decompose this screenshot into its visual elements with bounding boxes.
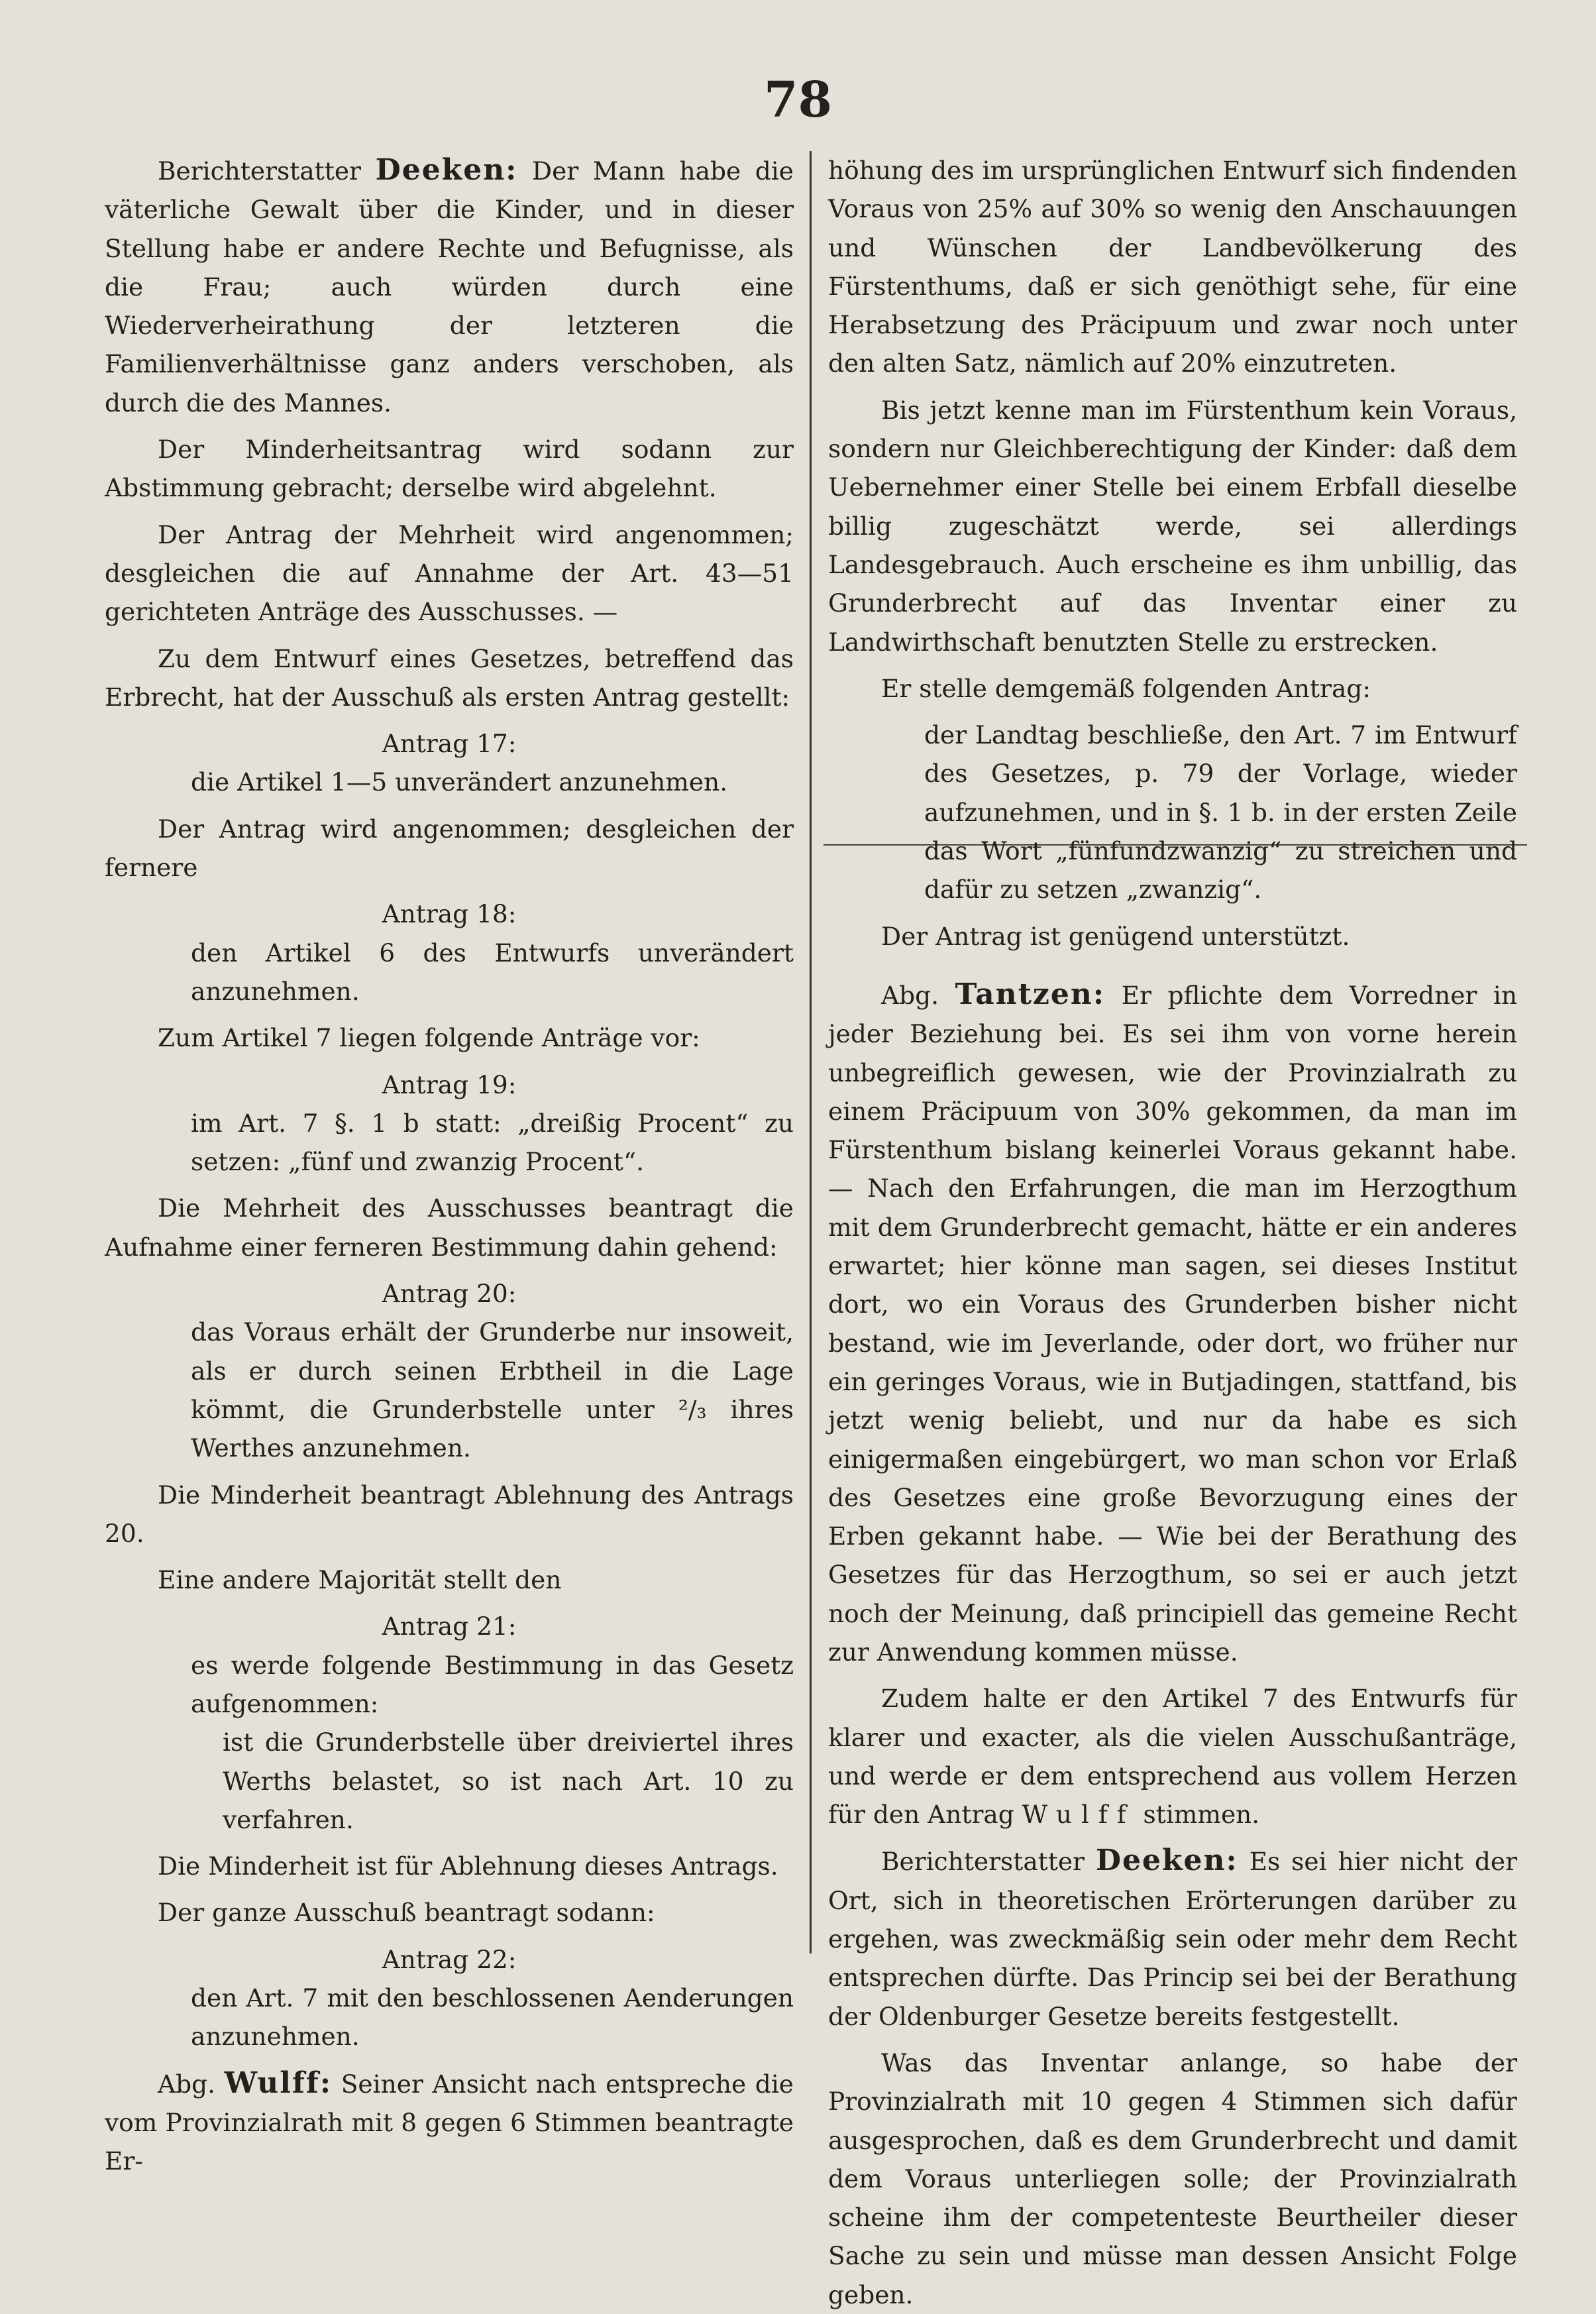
speaker-name: Deeken:: [1095, 1844, 1238, 1878]
paragraph: Der Antrag wird angenommen; desgleichen der fernere: [105, 814, 794, 883]
paragraph: Der ganze Ausschuß beantragt sodann:: [158, 1898, 655, 1928]
paragraph: Die Minderheit ist für Ablehnung dieses Antrags.: [158, 1851, 778, 1881]
motion-text: die Artikel 1—5 unverändert anzunehmen.: [191, 767, 728, 797]
motion-text: im Art. 7 §. 1 b statt: „dreißig Procent“ zu setzen: „fünf und zwanzig Procent“.: [191, 1108, 794, 1177]
paragraph: Abg. Tantzen: Er pflichte dem Vorredner in jeder Beziehung bei. Es sei ihm von vorne herein unbegreiflich gewesen, wie der Provinzialrath zu einem Präcipuum von 30% gekommen, da man im Fürstenthum bislang keinerlei Voraus gekannt habe. — Nach den Erfahrungen, die man im Herzogthum mit dem Grunderbrecht gemacht, hätte er ein anderes erwartet; hier könne man sagen, sei dieses Institut dort, wo ein Voraus des Grunderben bisher nicht bestand, wie im Jeverlande, oder dort, wo früher nur ein geringes Voraus, wie in Butjadingen, stattfand, bis jetzt wenig beliebt, und nur da habe es sich einigermaßen eingebürgert, wo man schon vor Erlaß des Gesetzes eine große Bevorzugung eines der Erben gekannt habe. — Wie bei der Berathung des Gesetzes für das Herzogthum, so sei er auch jetzt noch der Meinung, daß principiell das gemeine Recht zur Anwendung kommen müsse.: [828, 977, 1518, 1667]
paragraph: Der Antrag der Mehrheit wird angenommen; desgleichen die auf Annahme der Art. 43—51 gerichteten Anträge des Ausschusses. —: [105, 520, 794, 627]
paragraph: Er stelle demgemäß folgenden Antrag:: [881, 673, 1371, 703]
motion-text: es werde folgende Bestimmung in das Gesetz aufgenommen:: [191, 1650, 794, 1718]
left-column: [105, 151, 794, 2181]
speaker-name: Wulff:: [224, 2066, 333, 2100]
motion-subtext: ist die Grunderbstelle über dreiviertel ihres Werths belastet, so ist nach Art. 10 zu verfahren.: [223, 1728, 794, 1834]
paragraph: Bis jetzt kenne man im Fürstenthum kein Voraus, sondern nur Gleichberechtigung der Kinder: daß dem Uebernehmer einer Stelle bei einem Erbfall dieselbe billig zugeschätzt werde, sei allerdings Landesgebrauch. Auch erscheine es ihm unbillig, das Grunderbrecht auf das Inventar einer zu Landwirthschaft benutzten Stelle zu erstrecken.: [828, 395, 1517, 657]
speaker-name: Deeken:: [375, 153, 518, 187]
motion-heading: Antrag 20:: [382, 1279, 517, 1309]
paragraph: Der Antrag ist genügend unterstützt.: [881, 921, 1350, 951]
paragraph: Eine andere Majorität stellt den: [158, 1565, 562, 1595]
paragraph: Zu dem Entwurf eines Gesetzes, betreffend das Erbrecht, hat der Ausschuß als ersten Antrag gestellt:: [105, 643, 794, 712]
motion-heading: Antrag 19:: [382, 1070, 517, 1099]
paragraph: Zudem halte er den Artikel 7 des Entwurfs für klarer und exacter, als die vielen Ausschußanträge, und werde er dem entsprechend aus vollem Herzen für den Antrag Wulff stimmen.: [828, 1684, 1517, 1830]
motion-heading: Antrag 18:: [382, 899, 517, 929]
motion-text: der Landtag beschließe, den Art. 7 im Entwurf des Gesetzes, p. 79 der Vorlage, wieder aufzunehmen, und in §. 1 b. in der ersten Zeile das Wort „fünfundzwanzig“ zu streichen und dafür zu setzen „zwanzig“.: [924, 720, 1517, 905]
spaced-name: Wulff: [1022, 1800, 1136, 1830]
motion-heading: Antrag 21:: [382, 1612, 517, 1641]
paragraph: Berichterstatter Deeken: Der Mann habe die väterliche Gewalt über die Kinder, und in dieser Stellung habe er andere Rechte und Befugnisse, als die Frau; auch würden durch eine Wiederverheirathung der letzteren die Familienverhältnisse ganz anders verschoben, als durch die des Mannes.: [105, 153, 794, 417]
motion-text: das Voraus erhält der Grunderbe nur insoweit, als er durch seinen Erbtheil in die Lage kömmt, die Grunderbstelle unter ²/₃ ihres Werthes anzunehmen.: [191, 1317, 794, 1463]
paragraph: höhung des im ursprünglichen Entwurf sich findenden Voraus von 25% auf 30% so wenig den Anschauungen und Wünschen der Landbevölkerung des Fürstenthums, daß er sich genöthigt sehe, für eine Herabsetzung des Präcipuum und zwar noch unter den alten Satz, nämlich auf 20% einzutreten.: [828, 156, 1517, 378]
page-number: 78: [764, 72, 832, 129]
paragraph: Abg. Wulff: Seiner Ansicht nach entspreche die vom Provinzialrath mit 8 gegen 6 Stimmen beantragte Er-: [105, 2066, 794, 2176]
paragraph: Berichterstatter Deeken: Es sei hier nicht der Ort, sich in theoretischen Erörterungen darüber zu ergehen, was zweckmäßig sein oder mehr dem Recht entsprechen dürfte. Das Princip sei bei der Berathung der Oldenburger Gesetze bereits festgestellt.: [828, 1844, 1517, 2031]
column-divider: [810, 151, 812, 1954]
motion-heading: Antrag 22:: [382, 1944, 517, 1974]
paragraph: Die Mehrheit des Ausschusses beantragt die Aufnahme einer ferneren Bestimmung dahin gehend:: [105, 1193, 794, 1262]
paragraph: Was das Inventar anlange, so habe der Provinzialrath mit 10 gegen 4 Stimmen sich dafür ausgesprochen, daß es dem Grunderbrecht und damit dem Voraus unterliegen solle; der Provinzialrath scheine ihm der competenteste Beurtheiler dieser Sache zu sein und müsse man dessen Ansicht Folge geben.: [828, 2048, 1517, 2309]
motion-text: den Art. 7 mit den beschlossenen Aenderungen anzunehmen.: [191, 1983, 794, 2052]
paragraph: Die Minderheit beantragt Ablehnung des Antrags 20.: [105, 1480, 794, 1548]
paragraph: Zum Artikel 7 liegen folgende Anträge vor:: [158, 1023, 700, 1053]
motion-heading: Antrag 17:: [382, 729, 517, 759]
paragraph: Der Minderheitsantrag wird sodann zur Abstimmung gebracht; derselbe wird abgelehnt.: [105, 435, 794, 503]
speaker-name: Tantzen:: [955, 977, 1106, 1011]
right-column: [828, 151, 1517, 2314]
motion-text: den Artikel 6 des Entwurfs unverändert anzunehmen.: [191, 938, 794, 1006]
